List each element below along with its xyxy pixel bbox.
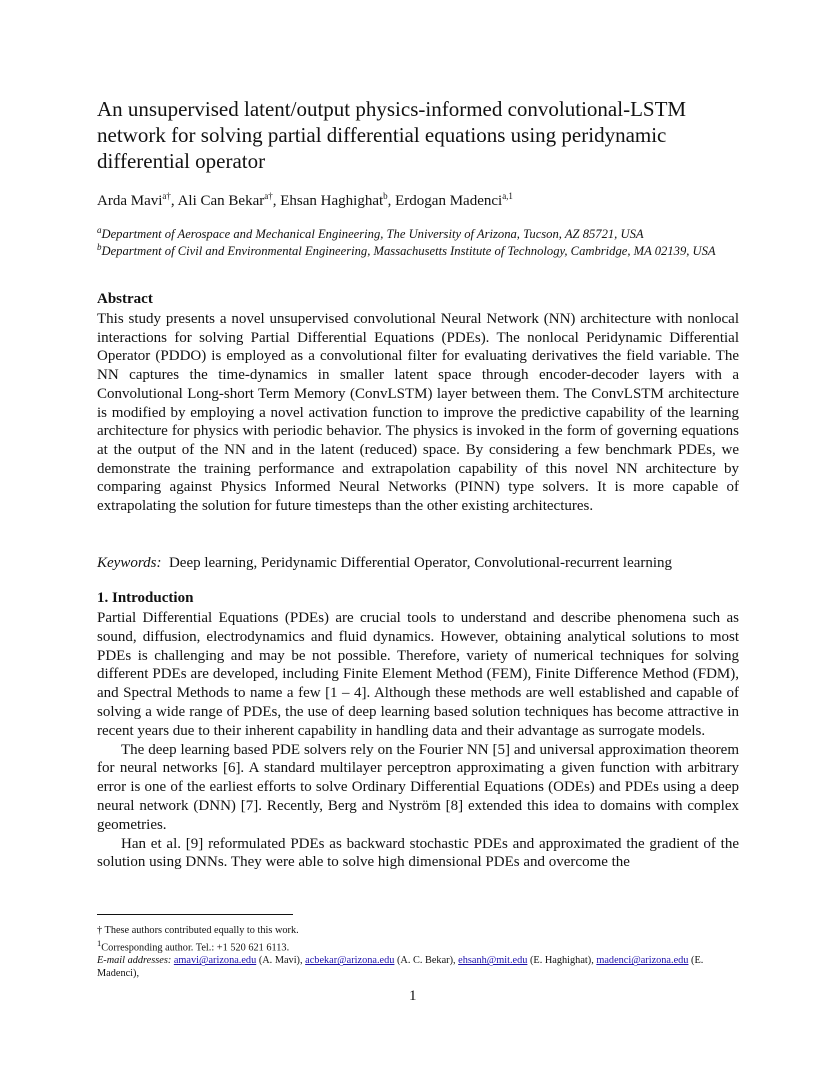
author-affil-mark: a†	[264, 191, 273, 201]
body-paragraph: The deep learning based PDE solvers rely on the Fourier NN [5] and universal approximation theorem for neural networks [6]. A standard multilayer perceptron approximating a given function with arbitrary error is one of the earliest efforts to solve Ordinary Differential Equations (ODEs) and PDEs using a deep neural network (DNN) [7]. Recently, Berg and Nyström [8] extended this idea to domains with complex geometries.	[97, 741, 739, 833]
body-paragraph: Han et al. [9] reformulated PDEs as backward stochastic PDEs and approximated the gradient of the solution using DNNs. They were able to solve high dimensional PDEs and overcome the	[97, 835, 739, 871]
footnote-equal-contribution: † These authors contributed equally to this work.	[97, 925, 299, 936]
keywords	[97, 553, 672, 573]
email-link[interactable]: amavi@arizona.edu	[173, 955, 257, 967]
email-link[interactable]: ehsanh@mit.edu	[458, 955, 528, 967]
footnote-rule	[97, 914, 293, 915]
keywords-text: Deep learning, Peridynamic Differential Operator, Convolutional-recurrent learning	[168, 555, 673, 571]
abstract-text: This study presents a novel unsupervised convolutional Neural Network (NN) architecture with nonlocal interactions for solving Partial Differential Equations (PDEs). The nonlocal Peridynamic Differential Operator (PDDO) is employed as a convolutional filter for evaluating derivatives the field variable. The NN captures the time-dynamics in smaller latent space through encoder-decoder layers with a Convolutional Long-short Term Memory (ConvLSTM) layer between them. The ConvLSTM architecture is modified by employing a novel activation function to improve the predictive capability of the learning architecture for physics with periodic behavior. The physics is invoked in the form of governing equations at the output of the NN and in the latent (reduced) space. By considering a few benchmark PDEs, we demonstrate the training performance and extrapolation capability of this novel NN architecture by comparing against Physics Informed Neural Networks (PINN) type solvers. It is more capable of extrapolating the solution for future timesteps than the other existing architectures.	[97, 311, 739, 515]
section-heading-introduction: 1. Introduction	[97, 590, 194, 606]
footnote-emails: E-mail addresses: amavi@arizona.edu (A. Mavi), acbekar@arizona.edu (A. C. Bekar), ehsanh@mit.edu (E. Haghighat), madenci@arizona.edu (E. Madenci),	[97, 955, 704, 980]
author-affil-mark: a†	[162, 191, 171, 201]
author-list: Arda Mavi$^{a\dagger}$, Ali Can Bekar$^{a\dagger}$, Ehsan Haghighat$^b$, Erdogan Madenci$^{a,1}$	[97, 191, 513, 209]
affiliation: $^b$Department of Civil and Environmental Engineering, Massachusetts Institute of Technology, Cambridge, MA 02139, USA	[97, 241, 716, 258]
body-paragraph: Partial Differential Equations (PDEs) are crucial tools to understand and describe phenomena such as sound, diffusion, electrodynamics and fluid dynamics. However, obtaining analytical solutions to most PDEs is challenging and may be not possible. Therefore, variety of numerical techniques for solving different PDEs are developed, including Finite Element Method (FEM), Finite Difference Method (FDM), and Spectral Methods to name a few [1 – 4]. Although these methods are well established and capable of solving a wide range of PDEs, the use of deep learning based solution techniques has become attractive in recent years due to their inherent capability in handling data and their advantage as surrogate models.	[97, 610, 739, 739]
abstract-heading: Abstract	[97, 291, 153, 307]
email-link[interactable]: acbekar@arizona.edu	[305, 955, 395, 967]
email-link[interactable]: madenci@arizona.edu	[596, 955, 689, 967]
page-number: 1	[409, 988, 417, 1004]
footnotes	[97, 924, 739, 980]
paper-title: An unsupervised latent/output physics-informed convolutional-LSTM network for solving partial differential equations using peridynamic differential operator	[97, 97, 687, 173]
author-affil-mark: b	[383, 191, 388, 201]
affiliations	[97, 226, 739, 259]
author-name: Arda Mavi	[97, 193, 163, 209]
author-name: Ehsan Haghighat	[280, 193, 384, 209]
keywords-label: Keywords:	[97, 555, 162, 571]
affiliation: $^a$Department of Aerospace and Mechanical Engineering, The University of Arizona, Tucson, AZ 85721, USA	[97, 224, 644, 241]
author-name: Ali Can Bekar	[177, 193, 265, 209]
footnote-corresponding: $^1$Corresponding author. Tel.: +1 520 621 6113.	[97, 938, 290, 954]
author-name: Erdogan Madenci	[395, 193, 503, 209]
email-label: E-mail addresses:	[97, 955, 172, 967]
author-affil-mark: a,1	[502, 191, 513, 201]
introduction-body	[97, 609, 739, 872]
